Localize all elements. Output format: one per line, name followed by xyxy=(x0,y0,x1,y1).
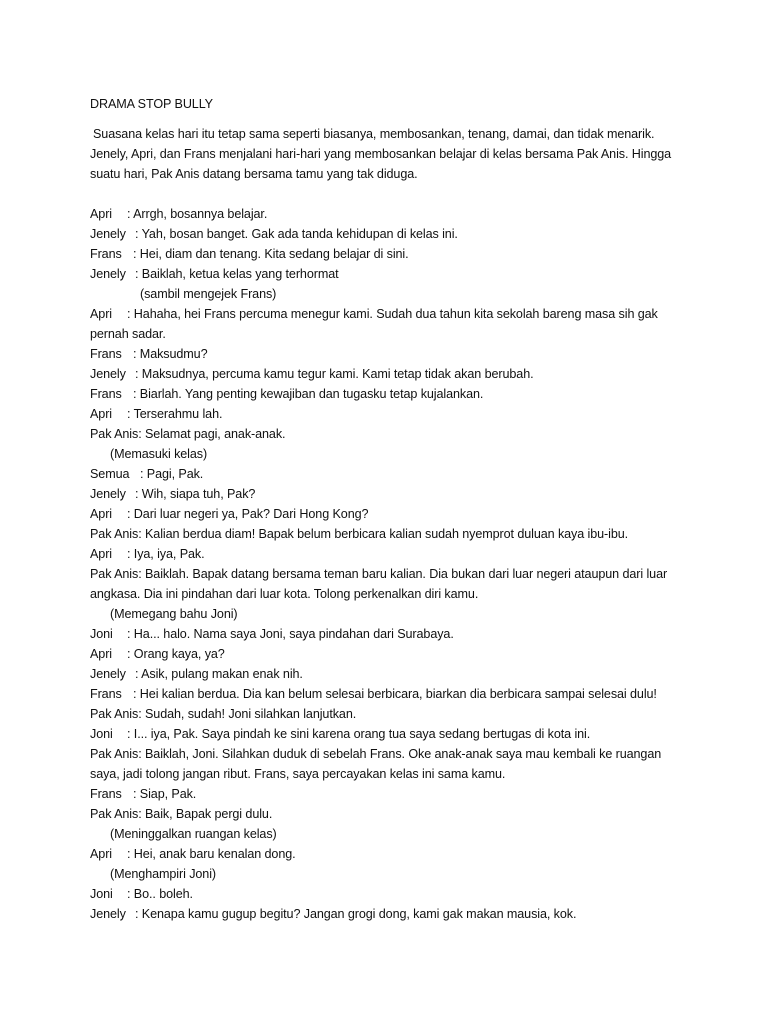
stage-direction: (Memasuki kelas) xyxy=(110,447,208,461)
dialogue-text: : Dari luar negeri ya, Pak? Dari Hong Kong? xyxy=(127,507,369,521)
document-title: DRAMA STOP BULLY xyxy=(90,97,213,111)
dialogue-line xyxy=(90,304,690,344)
dialogue-line xyxy=(90,884,690,904)
dialogue-text: : Maksudmu? xyxy=(133,347,208,361)
dialogue-text: : Kenapa kamu gugup begitu? Jangan grogi dong, kami gak makan mausia, kok. xyxy=(135,907,577,921)
speaker-name: Apri xyxy=(90,407,112,421)
dialogue-line xyxy=(90,564,690,604)
speaker-name: Joni xyxy=(90,627,113,641)
speaker-name: Joni xyxy=(90,727,113,741)
dialogue-text: : Orang kaya, ya? xyxy=(127,647,225,661)
speaker-name: Apri xyxy=(90,307,112,321)
speaker-name: Frans xyxy=(90,347,122,361)
dialogue-text: : Hahaha, hei Frans percuma menegur kami. Sudah dua tahun kita sekolah bareng masa sih gak pernah sadar. xyxy=(90,307,658,341)
dialogue-text: : Siap, Pak. xyxy=(133,787,197,801)
dialogue-text: : I... iya, Pak. Saya pindah ke sini karena orang tua saya sedang bertugas di kota ini. xyxy=(127,727,591,741)
dialogue-text: : Asik, pulang makan enak nih. xyxy=(135,667,303,681)
dialogue-list xyxy=(90,204,690,924)
dialogue-line xyxy=(90,264,690,284)
dialogue-line xyxy=(90,904,690,924)
dialogue-line xyxy=(90,664,690,684)
speaker-name: Apri xyxy=(90,207,112,221)
dialogue-text: : Hei, anak baru kenalan dong. xyxy=(127,847,296,861)
speaker-name: Apri xyxy=(90,647,112,661)
dialogue-text: Pak Anis: Baiklah, Joni. Silahkan duduk di sebelah Frans. Oke anak-anak saya mau kembali ke ruangan saya, jadi tolong jangan ribut. Frans, saya percayakan kelas ini sama kamu. xyxy=(90,747,662,781)
dialogue-text: : Maksudnya, percuma kamu tegur kami. Kami tetap tidak akan berubah. xyxy=(135,367,534,381)
dialogue-text: : Bo.. boleh. xyxy=(127,887,193,901)
speaker-name: Joni xyxy=(90,887,113,901)
speaker-name: Jenely xyxy=(90,367,126,381)
dialogue-line xyxy=(90,744,690,784)
dialogue-text: : Pagi, Pak. xyxy=(140,467,204,481)
intro-paragraph: Suasana kelas hari itu tetap sama seperti biasanya, membosankan, tenang, damai, dan tidak menarik. Jenely, Apri, dan Frans menjalani hari-hari yang membosankan belajar di kelas bersama Pak Anis. Hingga suatu hari, Pak Anis datang bersama tamu yang tak diduga. xyxy=(90,127,672,181)
dialogue-text: Pak Anis: Baiklah. Bapak datang bersama teman baru kalian. Dia bukan dari luar negeri ataupun dari luar angkasa. Dia ini pindahan dari luar kota. Tolong perkenalkan diri kamu. xyxy=(90,567,668,601)
dialogue-line xyxy=(90,244,690,264)
speaker-name: Jenely xyxy=(90,487,126,501)
dialogue-text: : Hei, diam dan tenang. Kita sedang belajar di sini. xyxy=(133,247,409,261)
speaker-name: Jenely xyxy=(90,227,126,241)
speaker-name: Frans xyxy=(90,787,122,801)
document-body xyxy=(90,94,690,924)
dialogue-line xyxy=(90,784,690,804)
speaker-name: Frans xyxy=(90,687,122,701)
speaker-name: Jenely xyxy=(90,267,126,281)
speaker-name: Semua xyxy=(90,467,130,481)
dialogue-line xyxy=(90,844,690,864)
speaker-name: Frans xyxy=(90,247,122,261)
dialogue-text: : Baiklah, ketua kelas yang terhormat xyxy=(135,267,339,281)
dialogue-text: : Hei kalian berdua. Dia kan belum selesai berbicara, biarkan dia berbicara sampai selesai dulu! xyxy=(133,687,657,701)
speaker-name: Apri xyxy=(90,847,112,861)
dialogue-line xyxy=(90,644,690,664)
dialogue-line xyxy=(90,684,690,704)
stage-direction: (Memegang bahu Joni) xyxy=(110,607,238,621)
dialogue-text: : Ha... halo. Nama saya Joni, saya pindahan dari Surabaya. xyxy=(127,627,454,641)
dialogue-line xyxy=(90,544,690,564)
speaker-name: Apri xyxy=(90,547,112,561)
dialogue-line xyxy=(90,524,690,544)
dialogue-text: : Wih, siapa tuh, Pak? xyxy=(135,487,256,501)
speaker-name: Jenely xyxy=(90,907,126,921)
dialogue-line xyxy=(90,804,690,824)
stage-direction: (sambil mengejek Frans) xyxy=(140,287,277,301)
dialogue-line xyxy=(90,224,690,244)
dialogue-text: : Iya, iya, Pak. xyxy=(127,547,205,561)
dialogue-line xyxy=(90,424,690,444)
speaker-name: Frans xyxy=(90,387,122,401)
speaker-name: Jenely xyxy=(90,667,126,681)
stage-direction: (Meninggalkan ruangan kelas) xyxy=(110,827,277,841)
dialogue-text: Pak Anis: Selamat pagi, anak-anak. xyxy=(90,427,286,441)
dialogue-text: : Yah, bosan banget. Gak ada tanda kehidupan di kelas ini. xyxy=(135,227,458,241)
dialogue-text: Pak Anis: Baik, Bapak pergi dulu. xyxy=(90,807,273,821)
dialogue-line xyxy=(90,344,690,364)
dialogue-text: : Terserahmu lah. xyxy=(127,407,223,421)
dialogue-line xyxy=(90,724,690,744)
dialogue-text: : Biarlah. Yang penting kewajiban dan tugasku tetap kujalankan. xyxy=(133,387,484,401)
dialogue-text: Pak Anis: Sudah, sudah! Joni silahkan lanjutkan. xyxy=(90,707,357,721)
dialogue-text: Pak Anis: Kalian berdua diam! Bapak belum berbicara kalian sudah nyemprot duluan kaya ibu-ibu. xyxy=(90,527,629,541)
dialogue-line xyxy=(90,364,690,384)
dialogue-line xyxy=(90,504,690,524)
dialogue-line xyxy=(90,204,690,224)
dialogue-line xyxy=(90,384,690,404)
dialogue-line xyxy=(90,484,690,504)
stage-direction: (Menghampiri Joni) xyxy=(110,867,216,881)
dialogue-line xyxy=(90,704,690,724)
speaker-name: Apri xyxy=(90,507,112,521)
dialogue-line xyxy=(90,404,690,424)
dialogue-line xyxy=(90,624,690,644)
dialogue-line xyxy=(90,464,690,484)
dialogue-text: : Arrgh, bosannya belajar. xyxy=(127,207,268,221)
